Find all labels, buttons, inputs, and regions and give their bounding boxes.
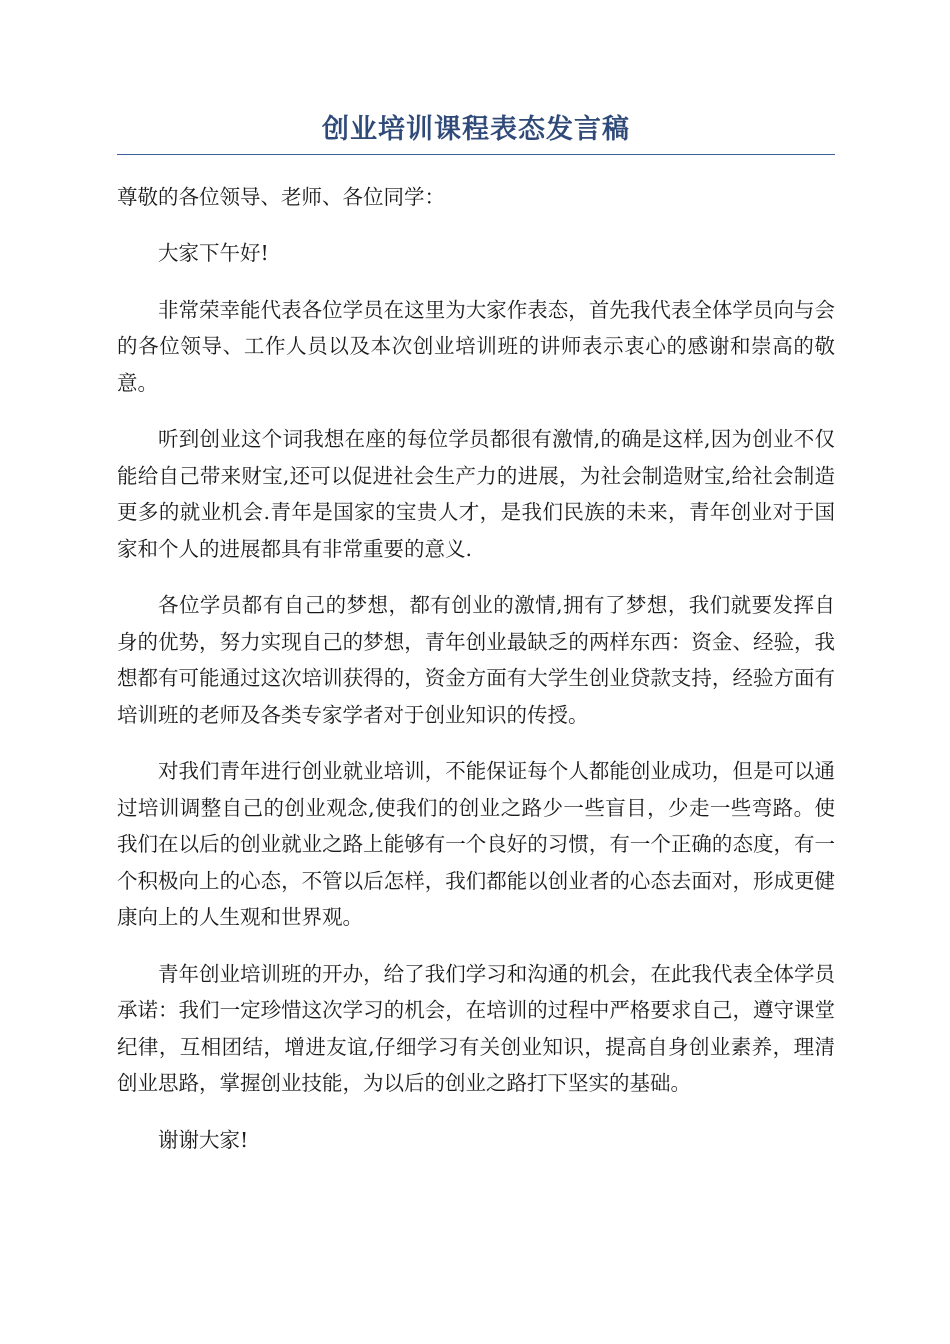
paragraph-entrepreneurship: 听到创业这个词我想在座的每位学员都很有激情,的确是这样,因为创业不仅能给自己带来财宝,还可以促进社会生产力的进展，为社会制造财宝,给社会制造更多的就业机会.青年是国家的宝贵人才，是我们民族的未来，青年创业对于国家和个人的进展都具有非常重要的意义. (117, 427, 835, 561)
document-page (117, 110, 835, 1158)
salutation: 尊敬的各位领导、老师、各位同学： (117, 185, 445, 209)
paragraph-commitment: 青年创业培训班的开办，给了我们学习和沟通的机会，在此我代表全体学员承诺：我们一定珍惜这次学习的机会，在培训的过程中严格要求自己，遵守课堂纪律，互相团结，增进友谊,仔细学习有关创业知识，提高自身创业素养，理清创业思路，掌握创业技能，为以后的创业之路打下坚实的基础。 (117, 961, 835, 1095)
paragraph-thanks: 非常荣幸能代表各位学员在这里为大家作表态，首先我代表全体学员向与会的各位领导、工作人员以及本次创业培训班的讲师表示衷心的感谢和崇高的敬意。 (117, 297, 835, 395)
paragraph-closing: 谢谢大家! (158, 1127, 249, 1152)
document-title: 创业培训课程表态发言稿 (117, 110, 835, 155)
paragraph-training: 对我们青年进行创业就业培训，不能保证每个人都能创业成功，但是可以通过培训调整自己的创业观念,使我们的创业之路少一些盲目，少走一些弯路。使我们在以后的创业就业之路上能够有一个良好的习惯，有一个正确的态度，有一个积极向上的心态，不管以后怎样，我们都能以创业者的心态去面对，形成更健康向上的人生观和世界观。 (117, 759, 835, 929)
paragraph-greeting: 大家下午好! (158, 241, 269, 265)
paragraph-dreams: 各位学员都有自己的梦想，都有创业的激情,拥有了梦想，我们就要发挥自身的优势，努力实现自己的梦想，青年创业最缺乏的两样东西：资金、经验，我想都有可能通过这次培训获得的，资金方面有大学生创业贷款支持，经验方面有培训班的老师及各类专家学者对于创业知识的传授。 (117, 593, 835, 727)
